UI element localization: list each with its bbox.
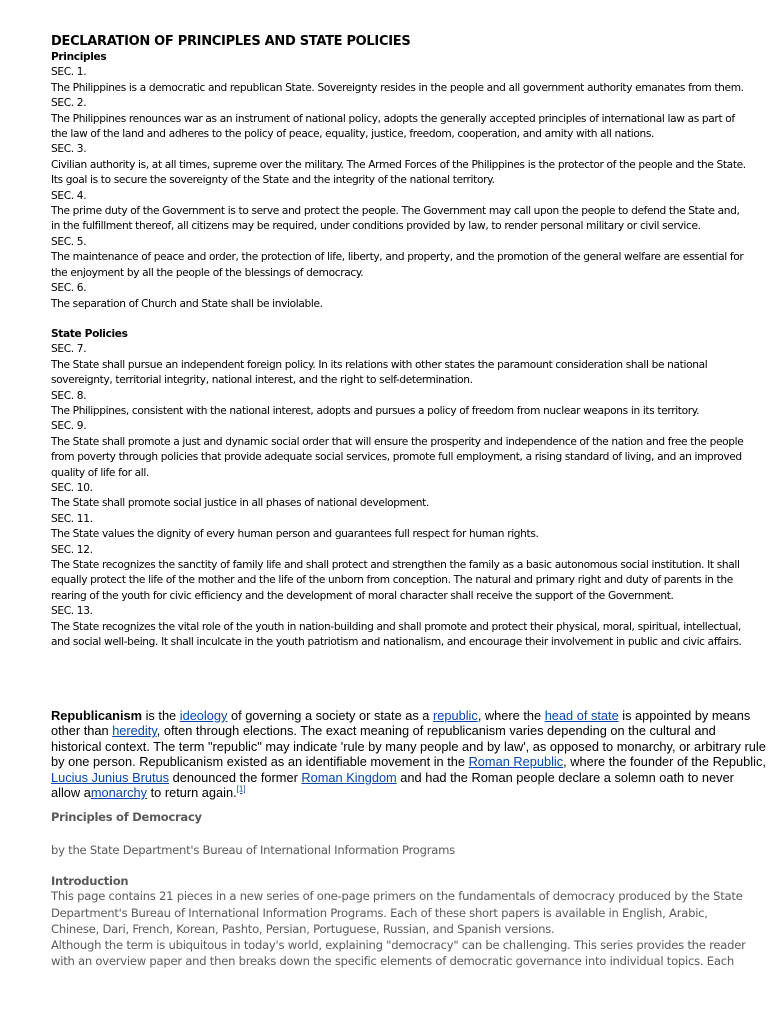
principle-item [51, 189, 751, 235]
section-label: SEC. 13. [51, 605, 93, 618]
text-run: to return again. [147, 785, 237, 801]
spacer [51, 858, 751, 874]
section-label: SEC. 9. [51, 420, 87, 433]
section-text: The Philippines renounces war as an instrument of national policy, adopts the generally accepted principles of international law as part of the law of the land and adheres to the policy of peace, equality, justice, freedom, cooperation, and amity with all nations. [51, 112, 735, 141]
introduction-paragraph-1: This page contains 21 pieces in a new series of one-page primers on the fundamentals of democracy produced by the State Department's Bureau of International Information Programs. Each of these short papers is available in English, Arabic, Chinese, Dari, French, Korean, Pashto, Persian, Portuguese, Russian, and Spanish versions. [51, 889, 743, 936]
section-gap [51, 312, 751, 327]
section-label: SEC. 12. [51, 543, 93, 556]
policy-item [51, 512, 751, 543]
spacer [51, 824, 751, 842]
policy-item [51, 543, 751, 605]
text-run: is the [142, 708, 180, 723]
text-run: , where the [477, 708, 545, 723]
section-label: SEC. 7. [51, 343, 87, 356]
policy-item [51, 342, 751, 388]
text-run: , often through elections. The exact meaning of republicanism varies depending on the cultural and historical context. The term "republic" may indicate 'rule by many people and by law', as opposed to monarchy, or arbitrary rule by one person. Republicanism existed as an identifiable movement in the [51, 723, 766, 770]
link-ideology[interactable]: ideology [179, 708, 228, 723]
section-label: SEC. 11. [51, 512, 93, 525]
introduction-paragraph-2: Although the term is ubiquitous in today's world, explaining "democracy" can be challenging. This series provides the reader with an overview paper and then breaks down the specific elements of democratic governance into individual topics. Each [51, 938, 746, 969]
section-text: The maintenance of peace and order, the protection of life, liberty, and property, and the promotion of the general welfare are essential for the enjoyment by all the people of the blessings of democracy. [51, 251, 744, 279]
section-text: The prime duty of the Government is to serve and protect the people. The Government may call upon the people to defend the State and, in the fulfillment thereof, all citizens may be required, under conditions provided by law, to render personal military or civil service. [51, 205, 740, 233]
section-text: The State shall promote social justice in all phases of national development. [51, 497, 429, 510]
republicanism-paragraph [51, 708, 766, 800]
policies-heading: State Policies [51, 327, 128, 340]
section-text: The State recognizes the vital role of the youth in nation-building and shall promote and protect their physical, moral, spiritual, intellectual, and social well-being. It shall inculcate in the youth patriotism and nationalism, and encourage their involvement in public and civic affairs. [51, 620, 742, 649]
section-text: The State shall pursue an independent foreign policy. In its relations with other states the paramount consideration shall be national sovereignty, territorial integrity, national interest, and the right to self-determination. [51, 358, 708, 387]
principle-item [51, 96, 751, 142]
section-text: Civilian authority is, at all times, supreme over the military. The Armed Forces of the Philippines is the protector of the people and the State. Its goal is to secure the sovereignty of the State and the integrity of the national territory. [51, 158, 746, 187]
citation-link[interactable]: [1] [236, 784, 246, 794]
section-label: SEC. 8. [51, 389, 87, 402]
democracy-byline: by the State Department's Bureau of International Information Programs [51, 843, 455, 857]
section-label: SEC. 4. [51, 189, 87, 202]
democracy-heading: Principles of Democracy [51, 810, 202, 824]
text-run: of governing a society or state as a [227, 708, 433, 723]
policy-item [51, 481, 751, 512]
link-lucius-junius-brutus[interactable]: Lucius Junius Brutus [51, 769, 170, 785]
link-heredity[interactable]: heredity [112, 723, 157, 739]
section-label: SEC. 10. [51, 481, 93, 494]
introduction-heading: Introduction [51, 874, 129, 889]
principle-item [51, 281, 751, 312]
section-text: The State recognizes the sanctity of family life and shall protect and strengthen the family as a basic autonomous social institution. It shall equally protect the life of the mother and the life of the unborn from conception. The natural and primary right and duty of parents in the rearing of the youth for civic efficiency and the development of moral character shall receive the support of the Government. [51, 559, 740, 602]
principle-item [51, 65, 751, 96]
section-text: The State shall promote a just and dynamic social order that will ensure the prosperity and independence of the nation and free the people from poverty through policies that provide adequate social services, promote full employment, a rising standard of living, and an improved quality of life for all. [51, 435, 744, 479]
republicanism-term: Republicanism [51, 708, 143, 723]
section-label: SEC. 6. [51, 282, 87, 295]
section-text: The State values the dignity of every human person and guarantees full respect for human rights. [51, 528, 539, 541]
text-run: is appointed by means other than [51, 708, 751, 739]
section-label: SEC. 5. [51, 235, 87, 248]
link-republic[interactable]: republic [432, 708, 478, 723]
section-label: SEC. 2. [51, 97, 87, 110]
section-text: The Philippines is a democratic and republican State. Sovereignty resides in the people and all government authority emanates from them. [51, 81, 744, 94]
text-run: denounced the former [169, 769, 302, 785]
policy-item [51, 604, 751, 650]
link-monarchy[interactable]: monarchy [90, 785, 148, 801]
text-run: and had the Roman people declare a solemn oath to never allow a [51, 769, 734, 801]
section-text: The Philippines, consistent with the national interest, adopts and pursues a policy of freedom from nuclear weapons in its territory. [51, 404, 700, 417]
link-roman-republic[interactable]: Roman Republic [468, 754, 564, 770]
declaration-title: DECLARATION OF PRINCIPLES AND STATE POLICIES [51, 34, 411, 49]
policy-item [51, 389, 751, 420]
section-text: The separation of Church and State shall be inviolable. [51, 297, 323, 310]
link-head-of-state[interactable]: head of state [544, 708, 619, 723]
democracy-section [51, 810, 751, 970]
declaration-section [51, 34, 751, 650]
principle-item [51, 235, 751, 281]
section-label: SEC. 1. [51, 66, 87, 79]
section-label: SEC. 3. [51, 143, 87, 156]
principles-heading: Principles [51, 51, 107, 63]
link-roman-kingdom[interactable]: Roman Kingdom [301, 769, 397, 785]
principle-item [51, 142, 751, 188]
policy-item [51, 419, 751, 481]
text-run: , where the founder of the Republic, [563, 754, 766, 770]
